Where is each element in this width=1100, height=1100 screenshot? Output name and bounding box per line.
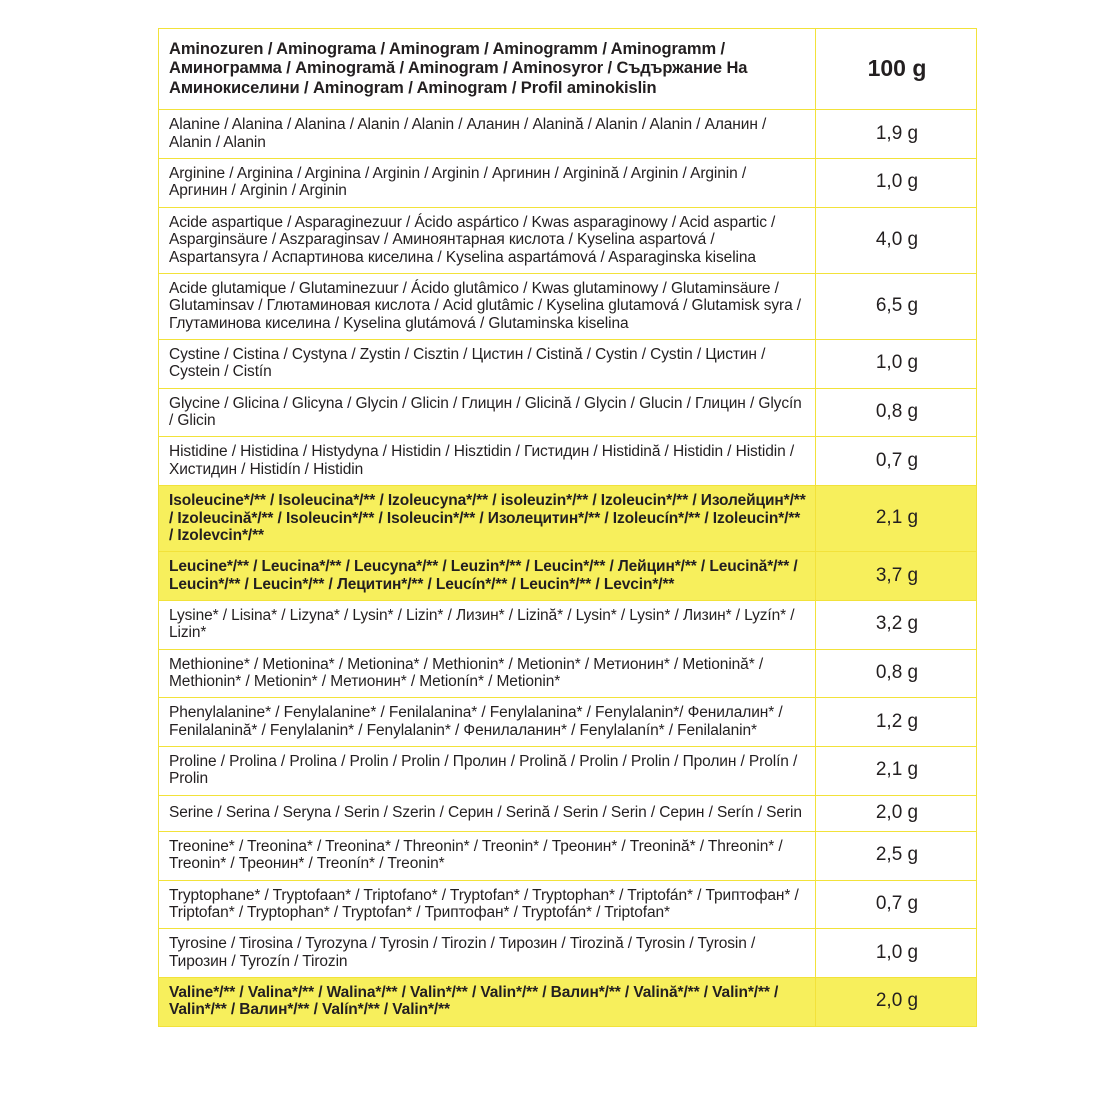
table-row bbox=[159, 977, 977, 1026]
amino-acid-amount: 1,0 g bbox=[816, 929, 977, 978]
amino-acid-amount: 4,0 g bbox=[816, 207, 977, 273]
amino-acid-amount: 1,0 g bbox=[816, 159, 977, 208]
table-row bbox=[159, 795, 977, 831]
table-row bbox=[159, 880, 977, 929]
amino-acid-name: Alanine / Alanina / Alanina / Alanin / Alanin / Аланин / Alanină / Alanin / Alanin / Аланин / Alanin / Alanin bbox=[159, 110, 816, 159]
table-row bbox=[159, 388, 977, 437]
table-row bbox=[159, 929, 977, 978]
amino-acid-amount: 0,8 g bbox=[816, 649, 977, 698]
table-header-row bbox=[159, 29, 977, 110]
amino-acid-name: Cystine / Cistina / Cystyna / Zystin / Cisztin / Цистин / Cistină / Cystin / Cystin / Цистин / Cystein / Cistín bbox=[159, 340, 816, 389]
amino-acid-amount: 2,1 g bbox=[816, 486, 977, 552]
table-row bbox=[159, 747, 977, 796]
amino-acid-name: Serine / Serina / Seryna / Serin / Szerin / Серин / Serină / Serin / Serin / Серин / Serín / Serin bbox=[159, 795, 816, 831]
amino-acid-amount: 1,9 g bbox=[816, 110, 977, 159]
table-row bbox=[159, 486, 977, 552]
table-header-amount: 100 g bbox=[816, 29, 977, 110]
table-row bbox=[159, 110, 977, 159]
table-row bbox=[159, 159, 977, 208]
amino-acid-amount: 2,0 g bbox=[816, 795, 977, 831]
amino-acid-name: Glycine / Glicina / Glicyna / Glycin / Glicin / Глицин / Glicină / Glycin / Glucin / Глицин / Glycín / Glicin bbox=[159, 388, 816, 437]
table-row bbox=[159, 600, 977, 649]
amino-acid-name: Phenylalanine* / Fenylalanine* / Fenilalanina* / Fenylalanina* / Fenylalanin*/ Фенилалин* / Fenilalanină* / Fenylalanin* / Fenylalanin* / Фенилаланин* / Fenylalanín* / Fenilalanin* bbox=[159, 698, 816, 747]
amino-acid-name: Tryptophane* / Tryptofaan* / Triptofano* / Tryptofan* / Tryptophan* / Triptofán* / Триптофан* / Triptofan* / Tryptophan* / Tryptofan* / Триптофан* / Tryptofán* / Triptofan* bbox=[159, 880, 816, 929]
table-row bbox=[159, 831, 977, 880]
amino-acid-amount: 0,7 g bbox=[816, 437, 977, 486]
table-row bbox=[159, 207, 977, 273]
table-row bbox=[159, 437, 977, 486]
amino-acid-table bbox=[158, 28, 977, 1027]
table-body bbox=[159, 29, 977, 1027]
amino-acid-name: Isoleucine*/** / Isoleucina*/** / Izoleucyna*/** / isoleuzin*/** / Izoleucin*/** / Изолейцин*/** / Izoleucină*/** / Isoleucin*/** / Isoleucin*/** / Изолецитин*/** / Izoleucín*/** / Izoleucin*/** / Izolevcin*/** bbox=[159, 486, 816, 552]
amino-acid-name: Acide glutamique / Glutaminezuur / Ácido glutâmico / Kwas glutaminowy / Glutaminsäure / Glutaminsav / Глютаминовая кислота / Acid glutâmic / Kyselina glutamová / Glutamisk syra / Глутаминова киселина / Kyselina glutámová / Glutaminska kiselina bbox=[159, 273, 816, 339]
table-row bbox=[159, 552, 977, 601]
amino-acid-amount: 2,1 g bbox=[816, 747, 977, 796]
amino-acid-name: Methionine* / Metionina* / Metionina* / Methionin* / Metionin* / Метионин* / Metionină* / Methionin* / Metionin* / Метионин* / Metionín* / Metionin* bbox=[159, 649, 816, 698]
table-row bbox=[159, 273, 977, 339]
table-header-label: Aminozuren / Aminograma / Aminogram / Aminogramm / Aminogramm / Аминограмма / Aminogramă / Aminogram / Aminosyror / Съдържание На Аминокиселини / Aminogram / Aminogram / Profil aminokislin bbox=[159, 29, 816, 110]
table-row bbox=[159, 340, 977, 389]
amino-acid-name: Arginine / Arginina / Arginina / Arginin / Arginin / Аргинин / Arginină / Arginin / Arginin / Аргинин / Arginin / Arginin bbox=[159, 159, 816, 208]
amino-acid-amount: 1,2 g bbox=[816, 698, 977, 747]
amino-acid-amount: 3,7 g bbox=[816, 552, 977, 601]
amino-acid-name: Lysine* / Lisina* / Lizyna* / Lysin* / Lizin* / Лизин* / Lizină* / Lysin* / Lysin* / Лизин* / Lyzín* / Lizin* bbox=[159, 600, 816, 649]
amino-acid-name: Acide aspartique / Asparaginezuur / Ácido aspártico / Kwas asparaginowy / Acid aspartic / Asparginsäure / Aszparaginsav / Аминоянтарная кислота / Kyselina aspartová / Aspartansyra / Аспартинова киселина / Kyselina aspartámová / Asparaginska kiselina bbox=[159, 207, 816, 273]
amino-acid-amount: 3,2 g bbox=[816, 600, 977, 649]
amino-acid-amount: 1,0 g bbox=[816, 340, 977, 389]
amino-acid-amount: 0,7 g bbox=[816, 880, 977, 929]
table-row bbox=[159, 698, 977, 747]
amino-acid-name: Tyrosine / Tirosina / Tyrozyna / Tyrosin / Tirozin / Тирозин / Tirozină / Tyrosin / Tyrosin / Тирозин / Tyrozín / Tirozin bbox=[159, 929, 816, 978]
amino-acid-amount: 0,8 g bbox=[816, 388, 977, 437]
amino-acid-name: Treonine* / Treonina* / Treonina* / Threonin* / Treonin* / Треонин* / Treonină* / Threonin* / Treonin* / Треонин* / Treonín* / Treonin* bbox=[159, 831, 816, 880]
amino-acid-amount: 2,0 g bbox=[816, 977, 977, 1026]
amino-acid-name: Histidine / Histidina / Histydyna / Histidin / Hisztidin / Гистидин / Histidină / Histidin / Histidin / Хистидин / Histidín / Histidin bbox=[159, 437, 816, 486]
table-row bbox=[159, 649, 977, 698]
amino-acid-amount: 2,5 g bbox=[816, 831, 977, 880]
amino-acid-name: Leucine*/** / Leucina*/** / Leucyna*/** / Leuzin*/** / Leucin*/** / Лейцин*/** / Leucină*/** / Leucin*/** / Leucin*/** / Лецитин*/** / Leucín*/** / Leucin*/** / Levcin*/** bbox=[159, 552, 816, 601]
amino-acid-amount: 6,5 g bbox=[816, 273, 977, 339]
amino-acid-name: Proline / Prolina / Prolina / Prolin / Prolin / Пролин / Prolină / Prolin / Prolin / Пролин / Prolín / Prolin bbox=[159, 747, 816, 796]
amino-acid-table-container bbox=[158, 28, 940, 1027]
amino-acid-name: Valine*/** / Valina*/** / Walina*/** / Valin*/** / Valin*/** / Валин*/** / Valină*/** / Valin*/** / Valin*/** / Валин*/** / Valín*/** / Valin*/** bbox=[159, 977, 816, 1026]
